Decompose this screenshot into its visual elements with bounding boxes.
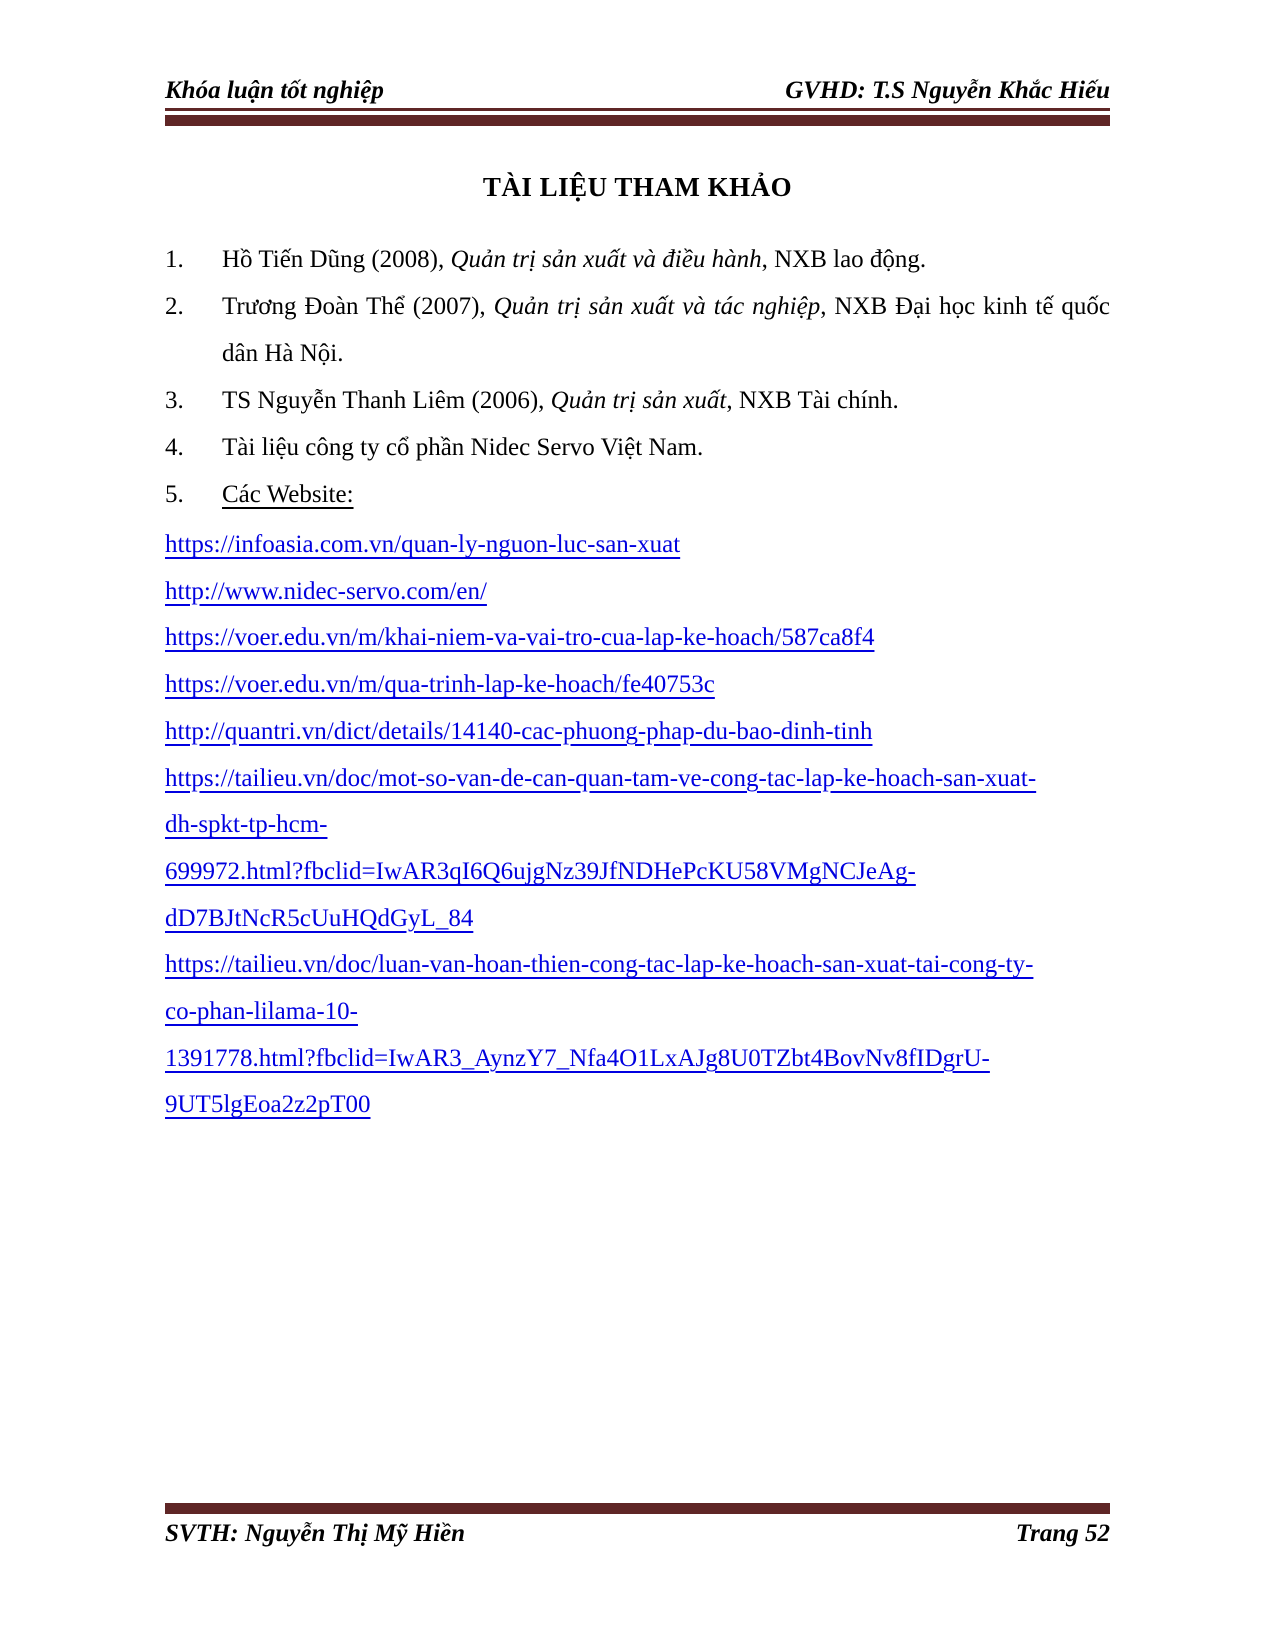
reference-number: 3. bbox=[165, 387, 184, 414]
footer-rule-thick bbox=[165, 1503, 1110, 1514]
link-line[interactable]: http://www.nidec-servo.com/en/ bbox=[165, 577, 487, 605]
website-link-list bbox=[165, 522, 1110, 1129]
reference-text bbox=[222, 377, 1110, 424]
page-footer bbox=[165, 1503, 1110, 1549]
link-line[interactable]: co-phan-lilama-10- bbox=[165, 998, 358, 1026]
header-right-text: GVHD: T.S Nguyễn Khắc Hiếu bbox=[785, 77, 1110, 104]
link-line[interactable]: dD7BJtNcR5cUuHQdGyL_84 bbox=[165, 904, 474, 932]
reference-item-3 bbox=[165, 377, 1110, 424]
link-tailieu-luan-van[interactable] bbox=[165, 942, 1110, 1129]
reference-title-italic: Quản trị sản xuất và điều hành bbox=[450, 246, 762, 273]
link-infoasia[interactable] bbox=[165, 522, 1110, 569]
reference-pre: Tài liệu công ty cổ phần Nidec Servo Việt Nam. bbox=[222, 434, 704, 461]
link-line[interactable]: 699972.html?fbclid=IwAR3qI6Q6ujgNz39JfNDHePcKU58VMgNCJeAg- bbox=[165, 857, 916, 885]
reference-item-5 bbox=[165, 471, 1110, 518]
reference-title-italic: Quản trị sản xuất bbox=[550, 387, 727, 414]
reference-number: 5. bbox=[165, 481, 184, 508]
footer-page-number: Trang 52 bbox=[1015, 1520, 1110, 1547]
reference-number: 4. bbox=[165, 434, 184, 461]
reference-post: , NXB lao động. bbox=[761, 246, 927, 273]
reference-post: , NXB Tài chính. bbox=[726, 387, 899, 414]
link-line[interactable]: https://voer.edu.vn/m/qua-trinh-lap-ke-hoach/fe40753c bbox=[165, 671, 715, 699]
link-line[interactable]: dh-spkt-tp-hcm- bbox=[165, 811, 328, 839]
reference-item-1 bbox=[165, 236, 1110, 283]
link-line[interactable]: https://tailieu.vn/doc/mot-so-van-de-can-quan-tam-ve-cong-tac-lap-ke-hoach-san-xuat- bbox=[165, 764, 1037, 792]
page-content bbox=[0, 76, 1275, 1129]
reference-item-4 bbox=[165, 424, 1110, 471]
reference-text bbox=[222, 236, 1110, 283]
reference-text bbox=[222, 283, 1110, 377]
reference-pre: Hồ Tiến Dũng (2008), bbox=[222, 246, 451, 273]
reference-item-2 bbox=[165, 283, 1110, 377]
reference-number: 1. bbox=[165, 246, 184, 273]
reference-number: 2. bbox=[165, 293, 184, 320]
reference-pre: TS Nguyễn Thanh Liêm (2006), bbox=[222, 387, 551, 414]
reference-post: , NXB Đại học kinh tế quốc dân Hà Nội. bbox=[222, 293, 1110, 367]
footer-left-text: SVTH: Nguyễn Thị Mỹ Hiền bbox=[165, 1520, 466, 1547]
reference-title-italic: Quản trị sản xuất và tác nghiệp bbox=[493, 293, 821, 320]
reference-text bbox=[222, 471, 1110, 518]
header-rule-thick bbox=[165, 115, 1110, 126]
link-voer-khai-niem[interactable] bbox=[165, 615, 1110, 662]
link-voer-qua-trinh[interactable] bbox=[165, 662, 1110, 709]
link-line[interactable]: https://voer.edu.vn/m/khai-niem-va-vai-tro-cua-lap-ke-hoach/587ca8f4 bbox=[165, 624, 875, 652]
link-line[interactable]: https://tailieu.vn/doc/luan-van-hoan-thien-cong-tac-lap-ke-hoach-san-xuat-tai-cong-ty- bbox=[165, 951, 1034, 979]
header-left-text: Khóa luận tốt nghiệp bbox=[165, 77, 384, 104]
link-line[interactable]: http://quantri.vn/dict/details/14140-cac-phuong-phap-du-bao-dinh-tinh bbox=[165, 717, 873, 745]
link-tailieu-mot-so-van-de[interactable] bbox=[165, 756, 1110, 943]
link-nidec-servo[interactable] bbox=[165, 569, 1110, 616]
websites-heading: Các Website: bbox=[222, 481, 354, 508]
reference-text bbox=[222, 424, 1110, 471]
page-header bbox=[165, 76, 1110, 106]
footer-text-row bbox=[165, 1519, 1110, 1549]
link-quantri[interactable] bbox=[165, 709, 1110, 756]
link-line[interactable]: 9UT5lgEoa2z2pT00 bbox=[165, 1091, 371, 1119]
reference-list bbox=[165, 236, 1110, 518]
page-title: TÀI LIỆU THAM KHẢO bbox=[482, 172, 793, 202]
reference-pre: Trương Đoàn Thể (2007), bbox=[222, 293, 494, 320]
link-line[interactable]: 1391778.html?fbclid=IwAR3_AynzY7_Nfa4O1LxAJg8U0TZbt4BovNv8fIDgrU- bbox=[165, 1044, 990, 1072]
link-line[interactable]: https://infoasia.com.vn/quan-ly-nguon-luc-san-xuat bbox=[165, 531, 681, 558]
